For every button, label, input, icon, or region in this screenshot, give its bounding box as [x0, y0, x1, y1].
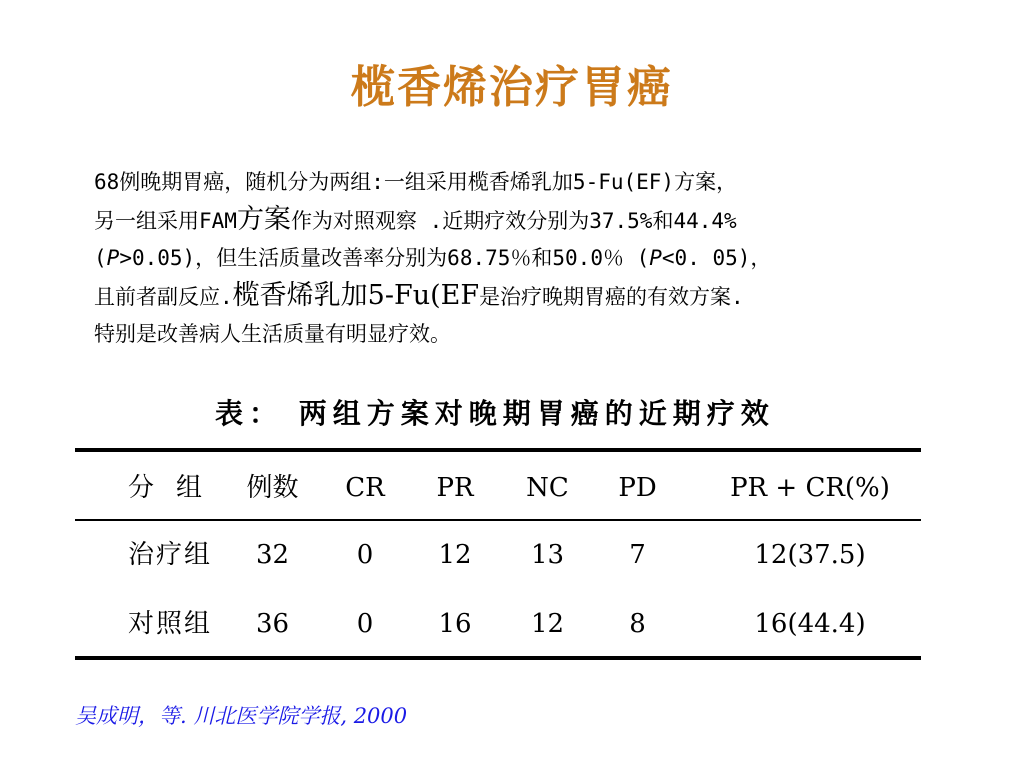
paragraph-line-4-part-a: 且前者副反应.: [94, 285, 233, 309]
paragraph-line-3-part-a: (: [94, 246, 107, 270]
table-cell: 治疗组: [127, 540, 212, 570]
table-header-cell: PR + CR(%): [730, 473, 890, 503]
table-caption: 表： 两组方案对晚期胃癌的近期疗效: [215, 397, 775, 430]
slide-title: 榄香烯治疗胃癌: [351, 62, 673, 113]
table-cell: 12: [438, 540, 472, 570]
p-value-symbol: P: [649, 246, 662, 270]
table-header-row: [75, 468, 921, 508]
table-cell: 16: [438, 609, 472, 639]
table-row: [75, 535, 921, 575]
table-cell: 16(44.4): [754, 609, 866, 639]
table-row: [75, 604, 921, 644]
paragraph-line-2-part-c: 作为对照观察 .近期疗效分别为37.5%和44.4%: [290, 209, 737, 233]
table-header-cell: NC: [526, 473, 569, 503]
table-cell: 7: [629, 540, 646, 570]
paragraph-line-3-part-c: <0. 05)，: [661, 246, 772, 270]
table-cell: 32: [255, 540, 290, 570]
table-cell: 12(37.5): [754, 540, 866, 570]
table-header-cell: PD: [618, 473, 657, 503]
paragraph-line-4-part-b: 榄香烯乳加5-Fu(EF: [232, 280, 480, 311]
p-value-symbol: P: [106, 246, 120, 270]
table-cell: 12: [530, 609, 565, 639]
citation: 吴成明，等. 川北医学院学报, 2000: [75, 704, 408, 728]
table-cell: 对照组: [127, 609, 212, 639]
paragraph-line-2-part-b: 方案: [236, 204, 291, 235]
paragraph-line-2: [94, 201, 944, 239]
table-header-cell: 例数: [246, 473, 299, 503]
table-bottom-rule: [75, 656, 921, 660]
table-cell: 0: [356, 609, 374, 639]
paragraph-line-5: 特别是改善病人生活质量有明显疗效。: [94, 322, 451, 346]
summary-paragraph: [94, 163, 944, 353]
table-header-cell: 分组: [127, 473, 224, 503]
table-cell: 0: [356, 540, 374, 570]
paragraph-line-4-part-c: 是治疗晚期胃癌的有效方案.: [479, 285, 744, 309]
table-header-cell: PR: [436, 473, 474, 503]
paragraph-line-3-part-b: >0.05)，但生活质量改善率分别为68.75％和50.0％ (: [119, 246, 650, 270]
table-cell: 13: [530, 540, 565, 570]
table-top-rule: [75, 448, 921, 452]
paragraph-line-1: 68例晚期胃癌，随机分为两组:一组采用榄香烯乳加5-Fu(EF)方案，: [94, 170, 738, 194]
table-header-cell: CR: [345, 473, 385, 503]
paragraph-line-3: [94, 239, 944, 277]
table-cell: 8: [629, 609, 646, 639]
table-cell: 36: [255, 609, 290, 639]
table-header-rule: [75, 519, 921, 521]
paragraph-line-4: [94, 277, 944, 315]
paragraph-line-2-part-a: 另一组采用FAM: [94, 209, 237, 233]
